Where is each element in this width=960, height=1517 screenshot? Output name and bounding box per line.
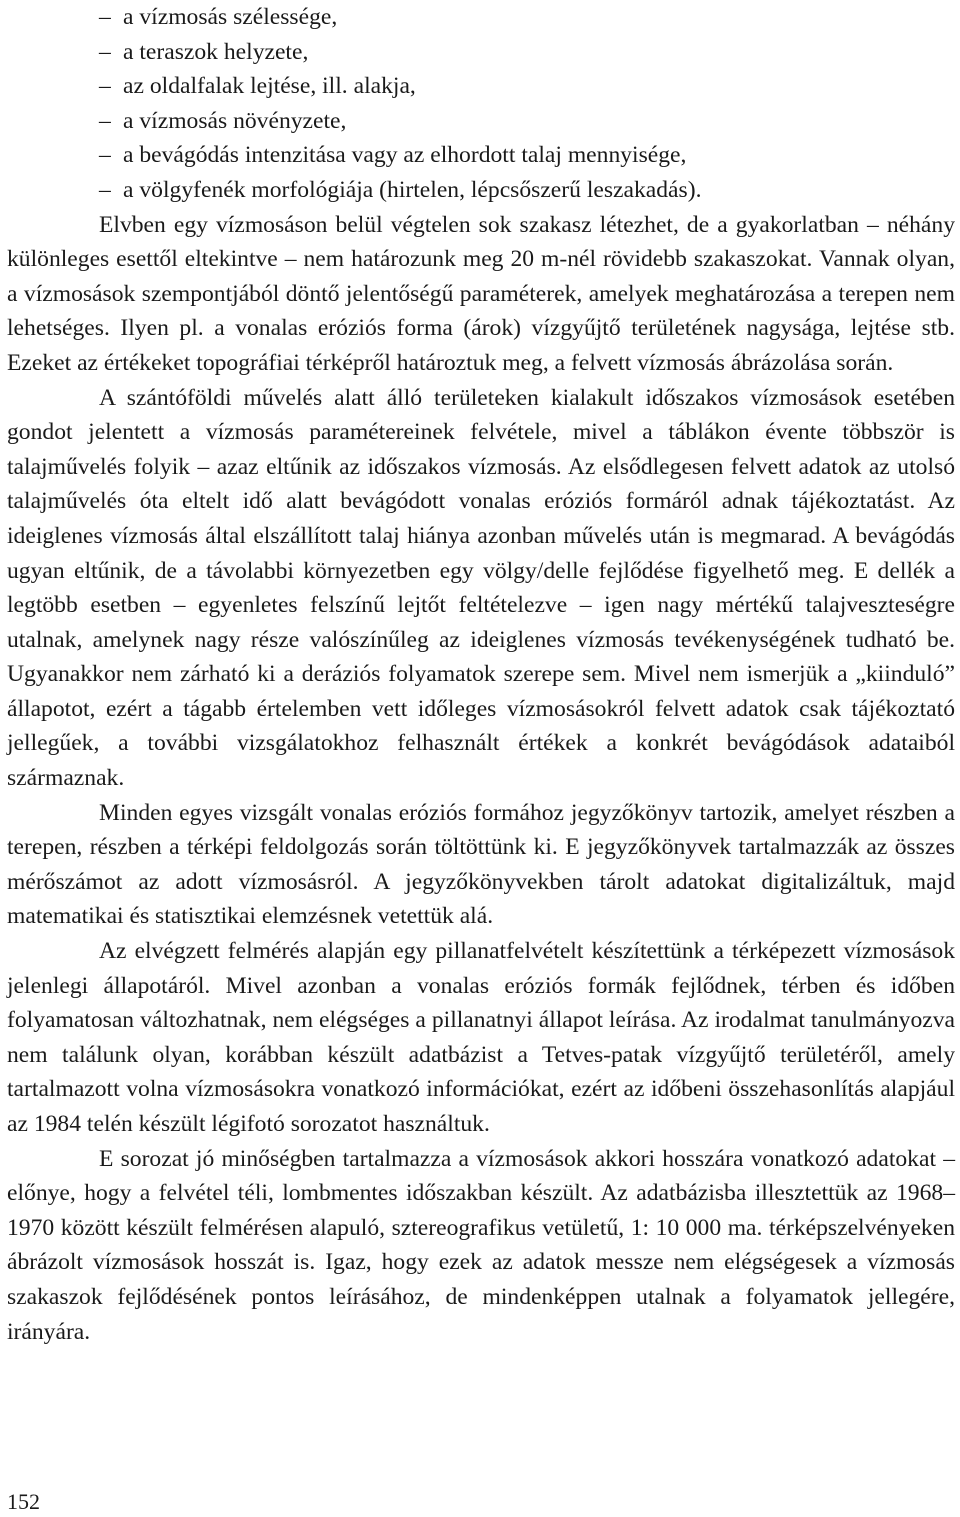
list-dash: – [99, 4, 111, 30]
paragraph: A szántóföldi művelés alatt álló területeken kialakult időszakos vízmosások esetében gondot jelentett a vízmosás paramétereinek felvétele, mivel a táblákon évente többször is talajművelés folyik – azaz eltűnik az időszakos vízmosás. Az elsődlegesen felvett adatok az utolsó talajművelés óta eltelt idő alatt bevágódott vonalas eróziós formáról adnak tájékoztatást. Az ideiglenes vízmosás által elszállított talaj hiánya azonban művelés után is megmarad. A bevágódás ugyan eltűnik, de a távolabbi környezetben egy völgy/delle fejlődése figyelhető meg. E dellék a legtöbb esetben – egyenletes felszínű lejtőt feltételezve – igen nagy mértékű talajveszteségre utalnak, amelynek nagy része valószínűleg az ideiglenes vízmosás tevékenységének tudható be. Ugyanakkor nem zárható ki a deráziós folyamatok szerepe sem. Mivel nem ismerjük a „kiinduló” állapotot, ezért a tágabb értelemben vett időleges vízmosásokról felvett adatok csak tájékoztató jellegűek, a további vizsgálatokhoz felhasznált értékek a konkrét bevágódások adataiból származnak. [7, 384, 955, 792]
list-item [7, 173, 955, 208]
list-dash: – [99, 142, 111, 169]
list-dash: – [99, 107, 111, 134]
list-dash: – [99, 38, 111, 65]
page-number: 152 [7, 1489, 40, 1514]
list-item [7, 0, 955, 35]
list-dash: – [99, 73, 111, 100]
list-item-text: az oldalfalak lejtése, ill. alakja, [123, 73, 416, 100]
list-item-text: a vízmosás növényzete, [123, 107, 347, 134]
paragraph: Elvben egy vízmosáson belül végtelen sok szakasz létezhet, de a gyakorlatban – néhány különleges esettől eltekintve – nem határozunk meg 20 m-nél rövidebb szakaszokat. Vannak olyan, a vízmosások szempontjából döntő jelentőségű paraméterek, amelyek meghatározása a terepen nem lehetséges. Ilyen pl. a vonalas eróziós forma (árok) vízgyűjtő területének nagysága, lejtése stb. Ezeket az értékeket topográfiai térképről határoztuk meg, a felvett vízmosás ábrázolása során. [7, 211, 955, 376]
list-item [7, 35, 955, 70]
list-item-text: a bevágódás intenzitása vagy az elhordott talaj mennyisége, [123, 142, 687, 169]
paragraph: Minden egyes vizsgált vonalas eróziós formához jegyzőkönyv tartozik, amelyet részben a terepen, részben a térképi feldolgozás során töltöttünk ki. E jegyzőkönyvek tartalmazzák az összes mérőszámot az adott vízmosásról. A jegyzőkönyvekben tárolt adatokat digitalizáltuk, majd matematikai és statisztikai elemzésnek vetettük alá. [7, 799, 955, 930]
body-text [7, 0, 955, 1349]
list-dash: – [99, 176, 111, 203]
list-item [7, 104, 955, 139]
list-item [7, 69, 955, 104]
list-item-text: a teraszok helyzete, [123, 38, 309, 65]
paragraph: Az elvégzett felmérés alapján egy pillanatfelvételt készítettünk a térképezett vízmosások jelenlegi állapotáról. Mivel azonban a vonalas eróziós formák fejlődnek, térben és időben folyamatosan változhatnak, nem elégséges a pillanatnyi állapot leírása. Az irodalmat tanulmányozva nem találunk olyan, korábban készült adatbázist a Tetves-patak vízgyűjtő területéről, amely tartalmazott volna vízmosásokra vonatkozó információkat, ezért az időbeni összehasonlítás alapjául az 1984 telén készült légifotó sorozatot használtuk. [7, 938, 955, 1137]
paragraph: E sorozat jó minőségben tartalmazza a vízmosások akkori hosszára vonatkozó adatokat – előnye, hogy a felvétel téli, lombmentes időszakban készült. Az adatbázisba illesztettük az 1968–1970 között készült felmérésen alapuló, sztereografikus vetületű, 1: 10 000 ma. térképszelvényeken ábrázolt vízmosások hosszát is. Igaz, hogy ezek az adatok messze nem elégségesek a vízmosás szakaszok fejlődésének pontos leírásához, de mindenképpen utalnak a folyamatok jellegére, irányára. [7, 1145, 955, 1345]
list-item [7, 138, 955, 173]
list-item-text: a völgyfenék morfológiája (hirtelen, lépcsőszerű leszakadás). [123, 176, 702, 203]
parameter-list [7, 0, 955, 208]
list-item-text: a vízmosás szélessége, [123, 4, 338, 30]
